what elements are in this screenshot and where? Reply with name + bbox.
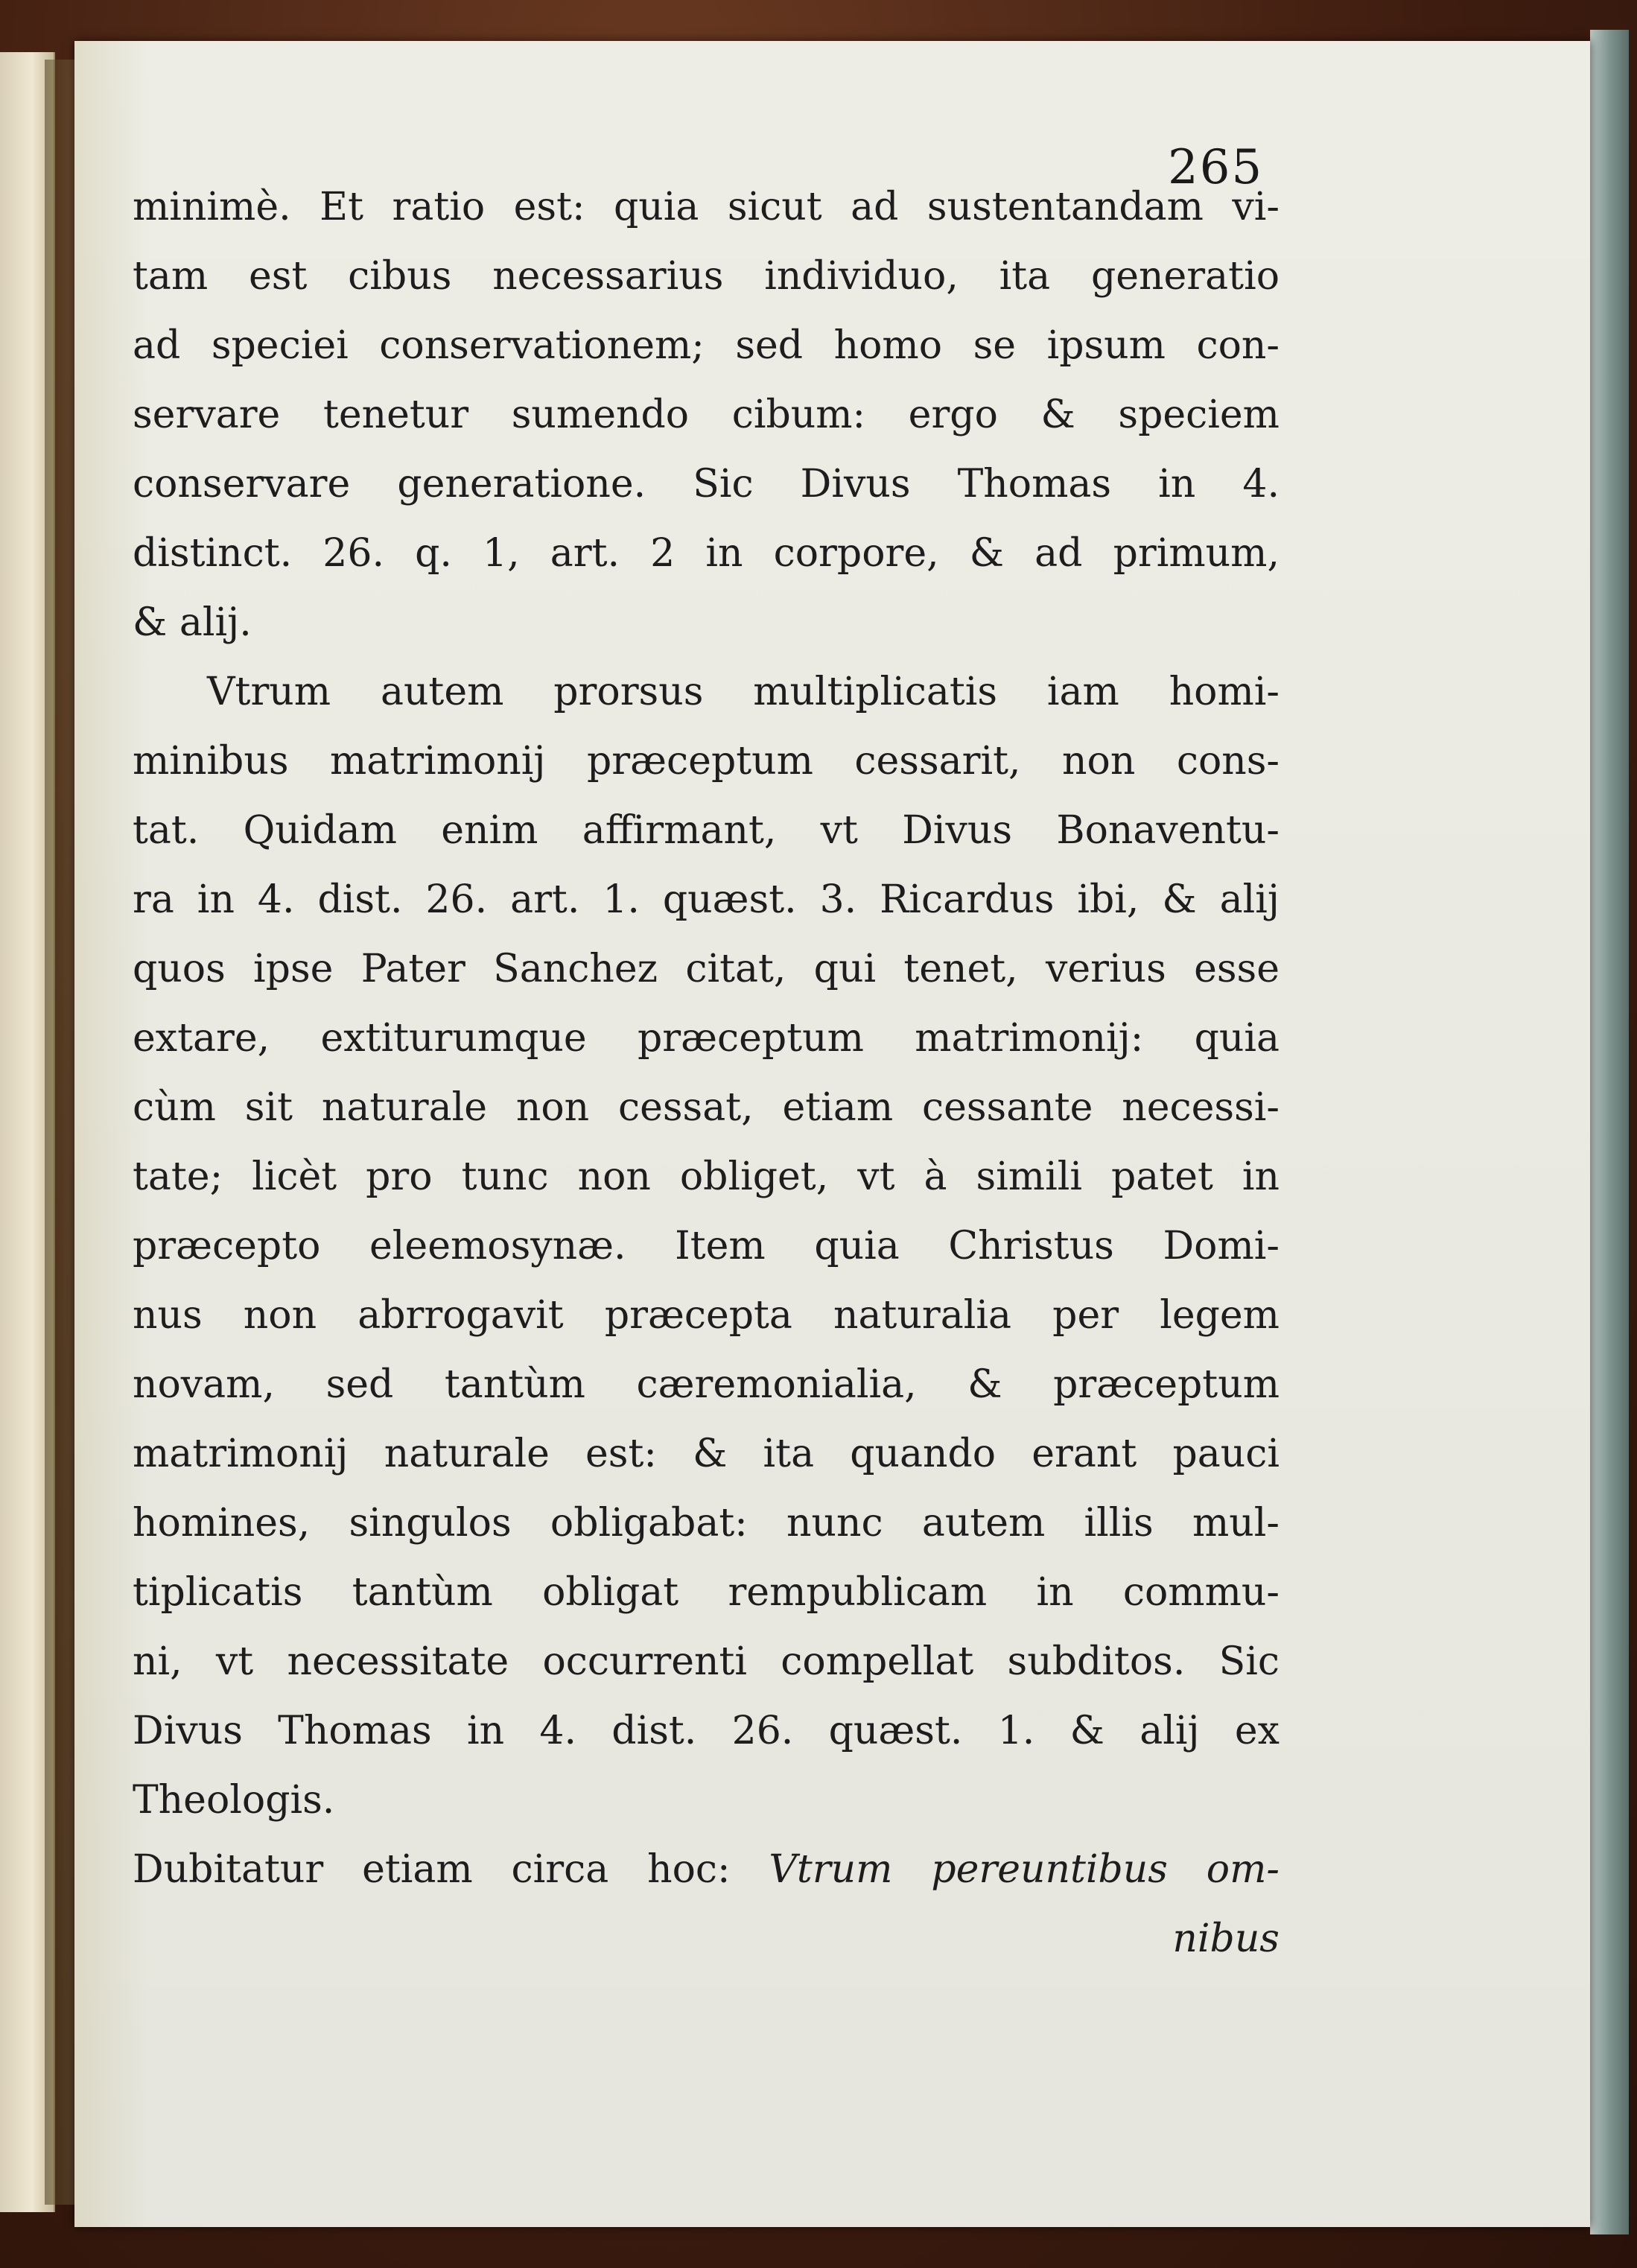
text-line: Divus Thomas in 4. dist. 26. quæst. 1. & alij ex	[133, 1709, 1280, 1753]
page-number: 265	[1168, 140, 1264, 195]
text-line: ra in 4. dist. 26. art. 1. quæst. 3. Ricardus ibi, & alij	[133, 877, 1280, 922]
text-line: distinct. 26. q. 1, art. 2 in corpore, & ad primum,	[133, 531, 1280, 576]
text-line: servare tenetur sumendo cibum: ergo & speciem	[133, 393, 1280, 437]
body-text	[133, 173, 1280, 1974]
text-line: tiplicatis tantùm obligat rempublicam in commu-	[133, 1570, 1280, 1615]
text-line: cùm sit naturale non cessat, etiam cessante necessi-	[133, 1085, 1280, 1130]
catchword: nibus	[1172, 1916, 1280, 1961]
text-line: minimè. Et ratio est: quia sicut ad sustentandam vi-	[133, 185, 1280, 229]
text-line: & alij.	[133, 600, 252, 645]
text-line: præcepto eleemosynæ. Item quia Christus Domi-	[133, 1224, 1280, 1268]
final-line-roman: Dubitatur etiam circa hoc:	[133, 1847, 769, 1892]
text-line: nus non abrrogavit præcepta naturalia per legem	[133, 1293, 1280, 1338]
final-line	[133, 1835, 1280, 1905]
text-line: minibus matrimonij præceptum cessarit, non cons-	[133, 739, 1280, 784]
text-line: ad speciei conservationem; sed homo se ipsum con-	[133, 323, 1280, 368]
text-line: matrimonij naturale est: & ita quando erant pauci	[133, 1432, 1280, 1476]
text-line: tam est cibus necessarius individuo, ita generatio	[133, 254, 1280, 299]
text-line: quos ipse Pater Sanchez citat, qui tenet, verius esse	[133, 947, 1280, 991]
text-line: tat. Quidam enim affirmant, vt Divus Bonaventu-	[133, 808, 1280, 853]
text-line: novam, sed tantùm cæremonialia, & præceptum	[133, 1362, 1280, 1407]
text-line: conservare generatione. Sic Divus Thomas in 4.	[133, 462, 1280, 506]
paragraph-start-line: Vtrum autem prorsus multiplicatis iam homi-	[207, 670, 1280, 714]
text-line: extare, extiturumque præceptum matrimonij: quia	[133, 1016, 1280, 1061]
final-line-italic: Vtrum pereuntibus om-	[769, 1847, 1280, 1892]
right-page-edges	[1590, 30, 1629, 2234]
text-line: ni, vt necessitate occurrenti compellat subditos. Sic	[133, 1639, 1280, 1684]
text-line: Theologis.	[133, 1778, 335, 1823]
text-line: homines, singulos obligabat: nunc autem illis mul-	[133, 1501, 1280, 1546]
text-line: tate; licèt pro tunc non obliget, vt à simili patet in	[133, 1154, 1280, 1199]
